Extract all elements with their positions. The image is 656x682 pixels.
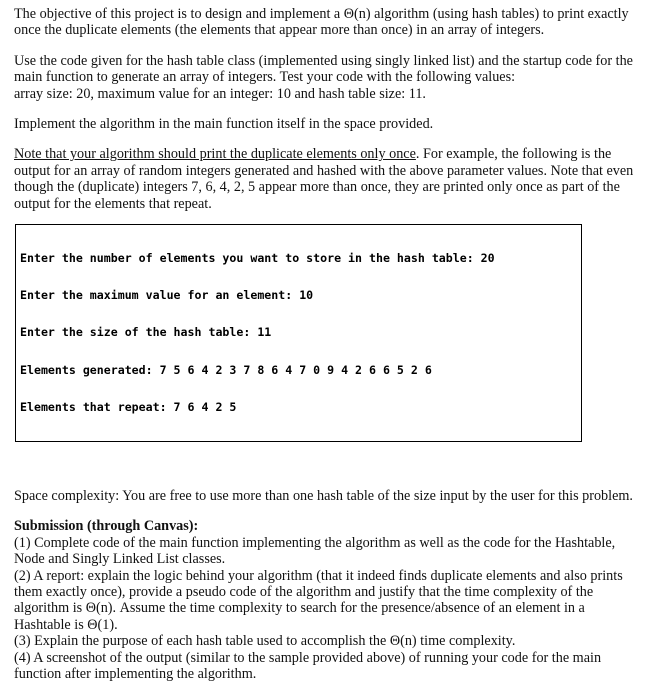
space-complexity-paragraph: Space complexity: You are free to use more than one hash table of the size input by the user for this problem.: [14, 487, 633, 504]
submission-item: (2) A report: explain the logic behind your algorithm (that it indeed finds duplicate elements and also prints them exactly once), provide a pseudo code of the algorithm and justify that the time complexity of the algorithm is Θ(n). Assume the time complexity to search for the presence/absence of an element in a Hashtable is Θ(1).: [14, 567, 623, 633]
console-line: Enter the number of elements you want to store in the hash table: 20: [20, 250, 495, 265]
console-line: Elements generated: 7 5 6 4 2 3 7 8 6 4 7 0 9 4 2 6 6 5 2 6: [20, 362, 432, 377]
submission-item: (1) Complete code of the main function implementing the algorithm as well as the code for the Hashtable, Node and Singly Linked List classes.: [14, 534, 616, 568]
submission-heading: Submission (through Canvas):: [14, 518, 199, 535]
console-line: Enter the size of the hash table: 11: [20, 325, 272, 340]
document: [14, 6, 644, 682]
submission-section: [14, 518, 644, 682]
test-values-text: array size: 20, maximum value for an integer: 10 and hash table size: 11.: [14, 85, 426, 102]
use-code-paragraph: [14, 53, 644, 102]
intro-paragraph: The objective of this project is to design and implement a Θ(n) algorithm (using hash tables) to print exactly once the duplicate elements (the elements that appear more than once) in an array of integers.: [14, 6, 629, 39]
sample-output-console: [15, 224, 582, 442]
submission-item: (4) A screenshot of the output (similar to the sample provided above) of running your code for the main function after implementing the algorithm.: [14, 649, 602, 682]
console-line: Elements that repeat: 7 6 4 2 5: [20, 399, 237, 414]
submission-item: (3) Explain the purpose of each hash table used to accomplish the Θ(n) time complexity.: [14, 633, 516, 650]
note-paragraph: [14, 146, 644, 212]
console-line: Enter the maximum value for an element: 10: [20, 288, 314, 303]
note-underlined-text: Note that your algorithm should print the duplicate elements only once: [14, 146, 416, 163]
implement-paragraph: Implement the algorithm in the main function itself in the space provided.: [14, 116, 434, 133]
note-rest-text: . For example, the following is the output for an array of random integers generated and hashed with the above parameter values. Note that even though the (duplicate) integers 7, 6, 4, 2, 5 appear more than once, they are printed only once as part of the output for the elements that repeat.: [14, 146, 634, 212]
blank-space: [14, 442, 644, 488]
use-code-text: Use the code given for the hash table class (implemented using singly linked list) and the startup code for the main function to generate an array of integers. Test your code with the following values:: [14, 52, 633, 86]
